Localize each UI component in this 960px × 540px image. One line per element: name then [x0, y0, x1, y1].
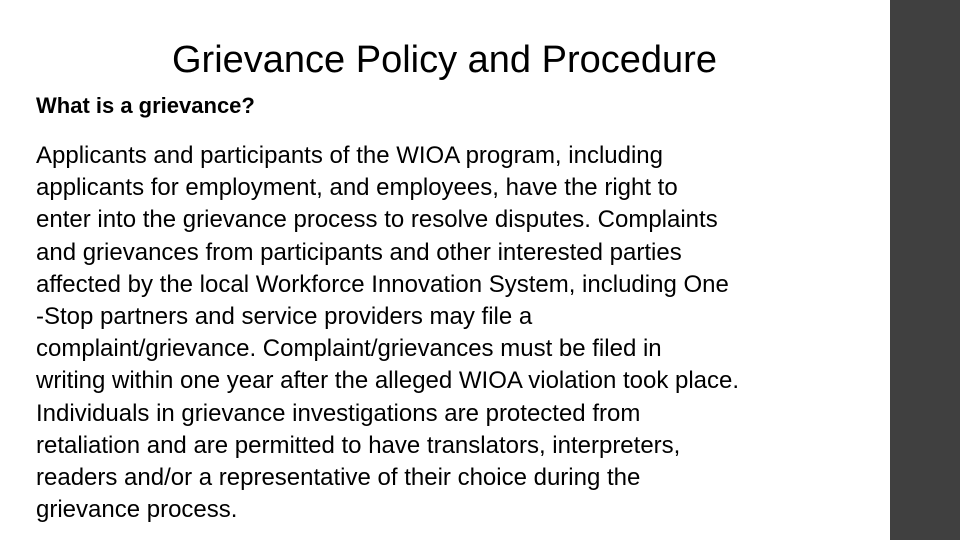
body-line: retaliation and are permitted to have translators, interpreters,: [36, 431, 681, 459]
side-accent-bar: [890, 0, 960, 540]
body-line: Individuals in grievance investigations are protected from: [36, 399, 641, 427]
body-line: -Stop partners and service providers may file a: [36, 303, 533, 331]
body-line: applicants for employment, and employees, have the right to: [36, 174, 678, 202]
body-line: writing within one year after the alleged WIOA violation took place.: [36, 367, 740, 395]
slide-body: [36, 140, 876, 526]
body-line: complaint/grievance. Complaint/grievances must be filed in: [36, 335, 662, 363]
body-line: readers and/or a representative of their choice during the: [36, 464, 641, 492]
body-line: and grievances from participants and other interested parties: [36, 238, 682, 266]
body-line: grievance process.: [36, 496, 238, 524]
slide-subtitle: What is a grievance?: [36, 93, 255, 118]
slide-title: Grievance Policy and Procedure: [172, 39, 717, 81]
body-line: enter into the grievance process to resolve disputes. Complaints: [36, 206, 718, 234]
body-line: Applicants and participants of the WIOA program, including: [36, 142, 663, 169]
body-line: affected by the local Workforce Innovation System, including One: [36, 270, 729, 298]
